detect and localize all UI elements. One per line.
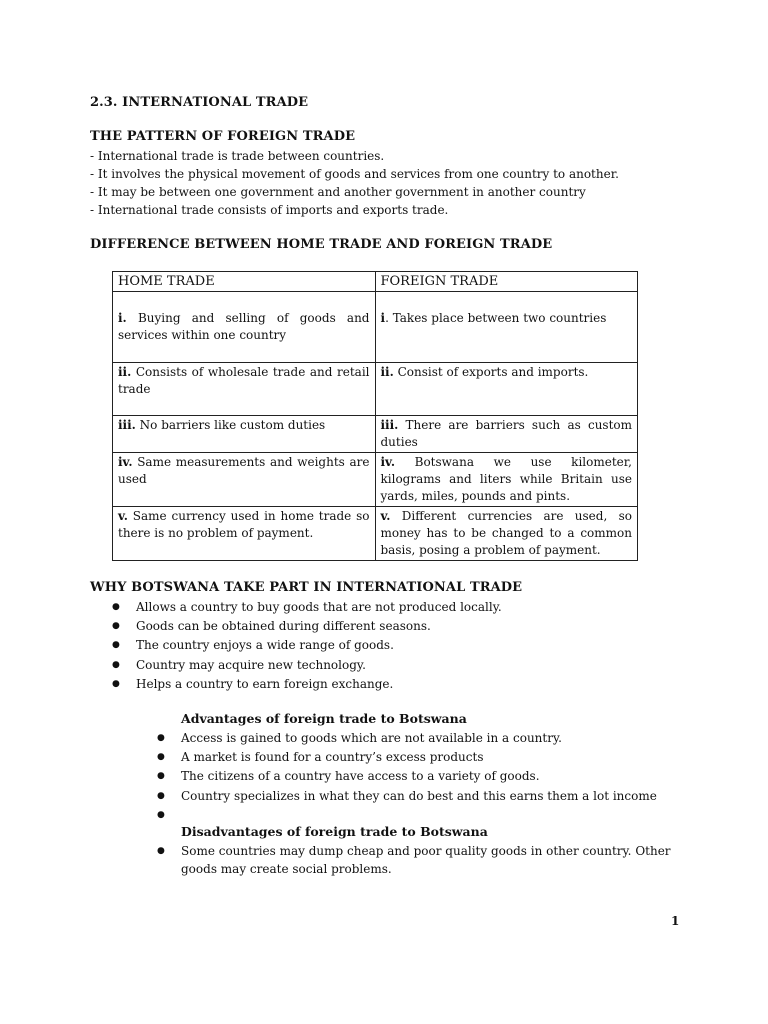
- list-item: ● Some countries may dump cheap and poor quality goods in other country. Other goods may create social problems.: [157, 843, 687, 878]
- header-home-trade: HOME TRADE: [113, 272, 376, 292]
- table-row: [113, 453, 638, 507]
- list-item: ● Country may acquire new technology.: [112, 656, 502, 675]
- pattern-heading: THE PATTERN OF FOREIGN TRADE: [90, 129, 356, 144]
- why-heading: WHY BOTSWANA TAKE PART IN INTERNATIONAL TRADE: [90, 580, 523, 595]
- foreign-cell: iv. Botswana we use kilometer, kilograms and liters while Britain use yards, miles, pounds and pints.: [375, 453, 638, 507]
- list-item: ● Helps a country to earn foreign exchange.: [112, 675, 502, 694]
- home-cell: v. Same currency used in home trade so there is no problem of payment.: [113, 507, 376, 561]
- pattern-line: - International trade consists of imports and exports trade.: [90, 203, 449, 217]
- difference-heading: DIFFERENCE BETWEEN HOME TRADE AND FOREIGN TRADE: [90, 237, 553, 252]
- disadvantages-heading: Disadvantages of foreign trade to Botswana: [181, 824, 488, 839]
- list-item: ● Country specializes in what they can do best and this earns them a lot income: [157, 787, 657, 806]
- pattern-line: - International trade is trade between countries.: [90, 149, 385, 163]
- foreign-cell: i. Takes place between two countries: [375, 292, 638, 363]
- foreign-cell: iii. There are barriers such as custom duties: [375, 416, 638, 453]
- list-item: ● A market is found for a country’s excess products: [157, 748, 657, 767]
- why-list: [112, 598, 502, 694]
- pattern-lines: [90, 147, 690, 219]
- advantages-list: [157, 729, 657, 825]
- list-item: ● The country enjoys a wide range of goods.: [112, 636, 502, 655]
- page-number: 1: [671, 914, 680, 928]
- list-item: ● Access is gained to goods which are not available in a country.: [157, 729, 657, 748]
- home-cell: iv. Same measurements and weights are used: [113, 453, 376, 507]
- foreign-cell: ii. Consist of exports and imports.: [375, 363, 638, 416]
- home-cell: iii. No barriers like custom duties: [113, 416, 376, 453]
- comparison-table: [112, 271, 638, 561]
- main-heading: 2.3. INTERNATIONAL TRADE: [90, 95, 309, 110]
- pattern-line: - It involves the physical movement of goods and services from one country to another.: [90, 167, 619, 181]
- pattern-line: - It may be between one government and another government in another country: [90, 185, 586, 199]
- foreign-cell: v. Different currencies are used, so money has to be changed to a common basis, posing a problem of payment.: [375, 507, 638, 561]
- home-cell: i. Buying and selling of goods and services within one country: [113, 292, 376, 363]
- table-row: [113, 292, 638, 363]
- list-item: ● The citizens of a country have access to a variety of goods.: [157, 767, 657, 786]
- table-header-row: [113, 272, 638, 292]
- advantages-heading: Advantages of foreign trade to Botswana: [181, 711, 467, 726]
- table-row: [113, 363, 638, 416]
- list-item: ● Allows a country to buy goods that are not produced locally.: [112, 598, 502, 617]
- home-cell: ii. Consists of wholesale trade and retail trade: [113, 363, 376, 416]
- header-foreign-trade: FOREIGN TRADE: [375, 272, 638, 292]
- table-row: [113, 507, 638, 561]
- disadvantages-list: [157, 843, 687, 878]
- list-item: ● Goods can be obtained during different seasons.: [112, 617, 502, 636]
- list-item: [157, 806, 657, 825]
- table-row: [113, 416, 638, 453]
